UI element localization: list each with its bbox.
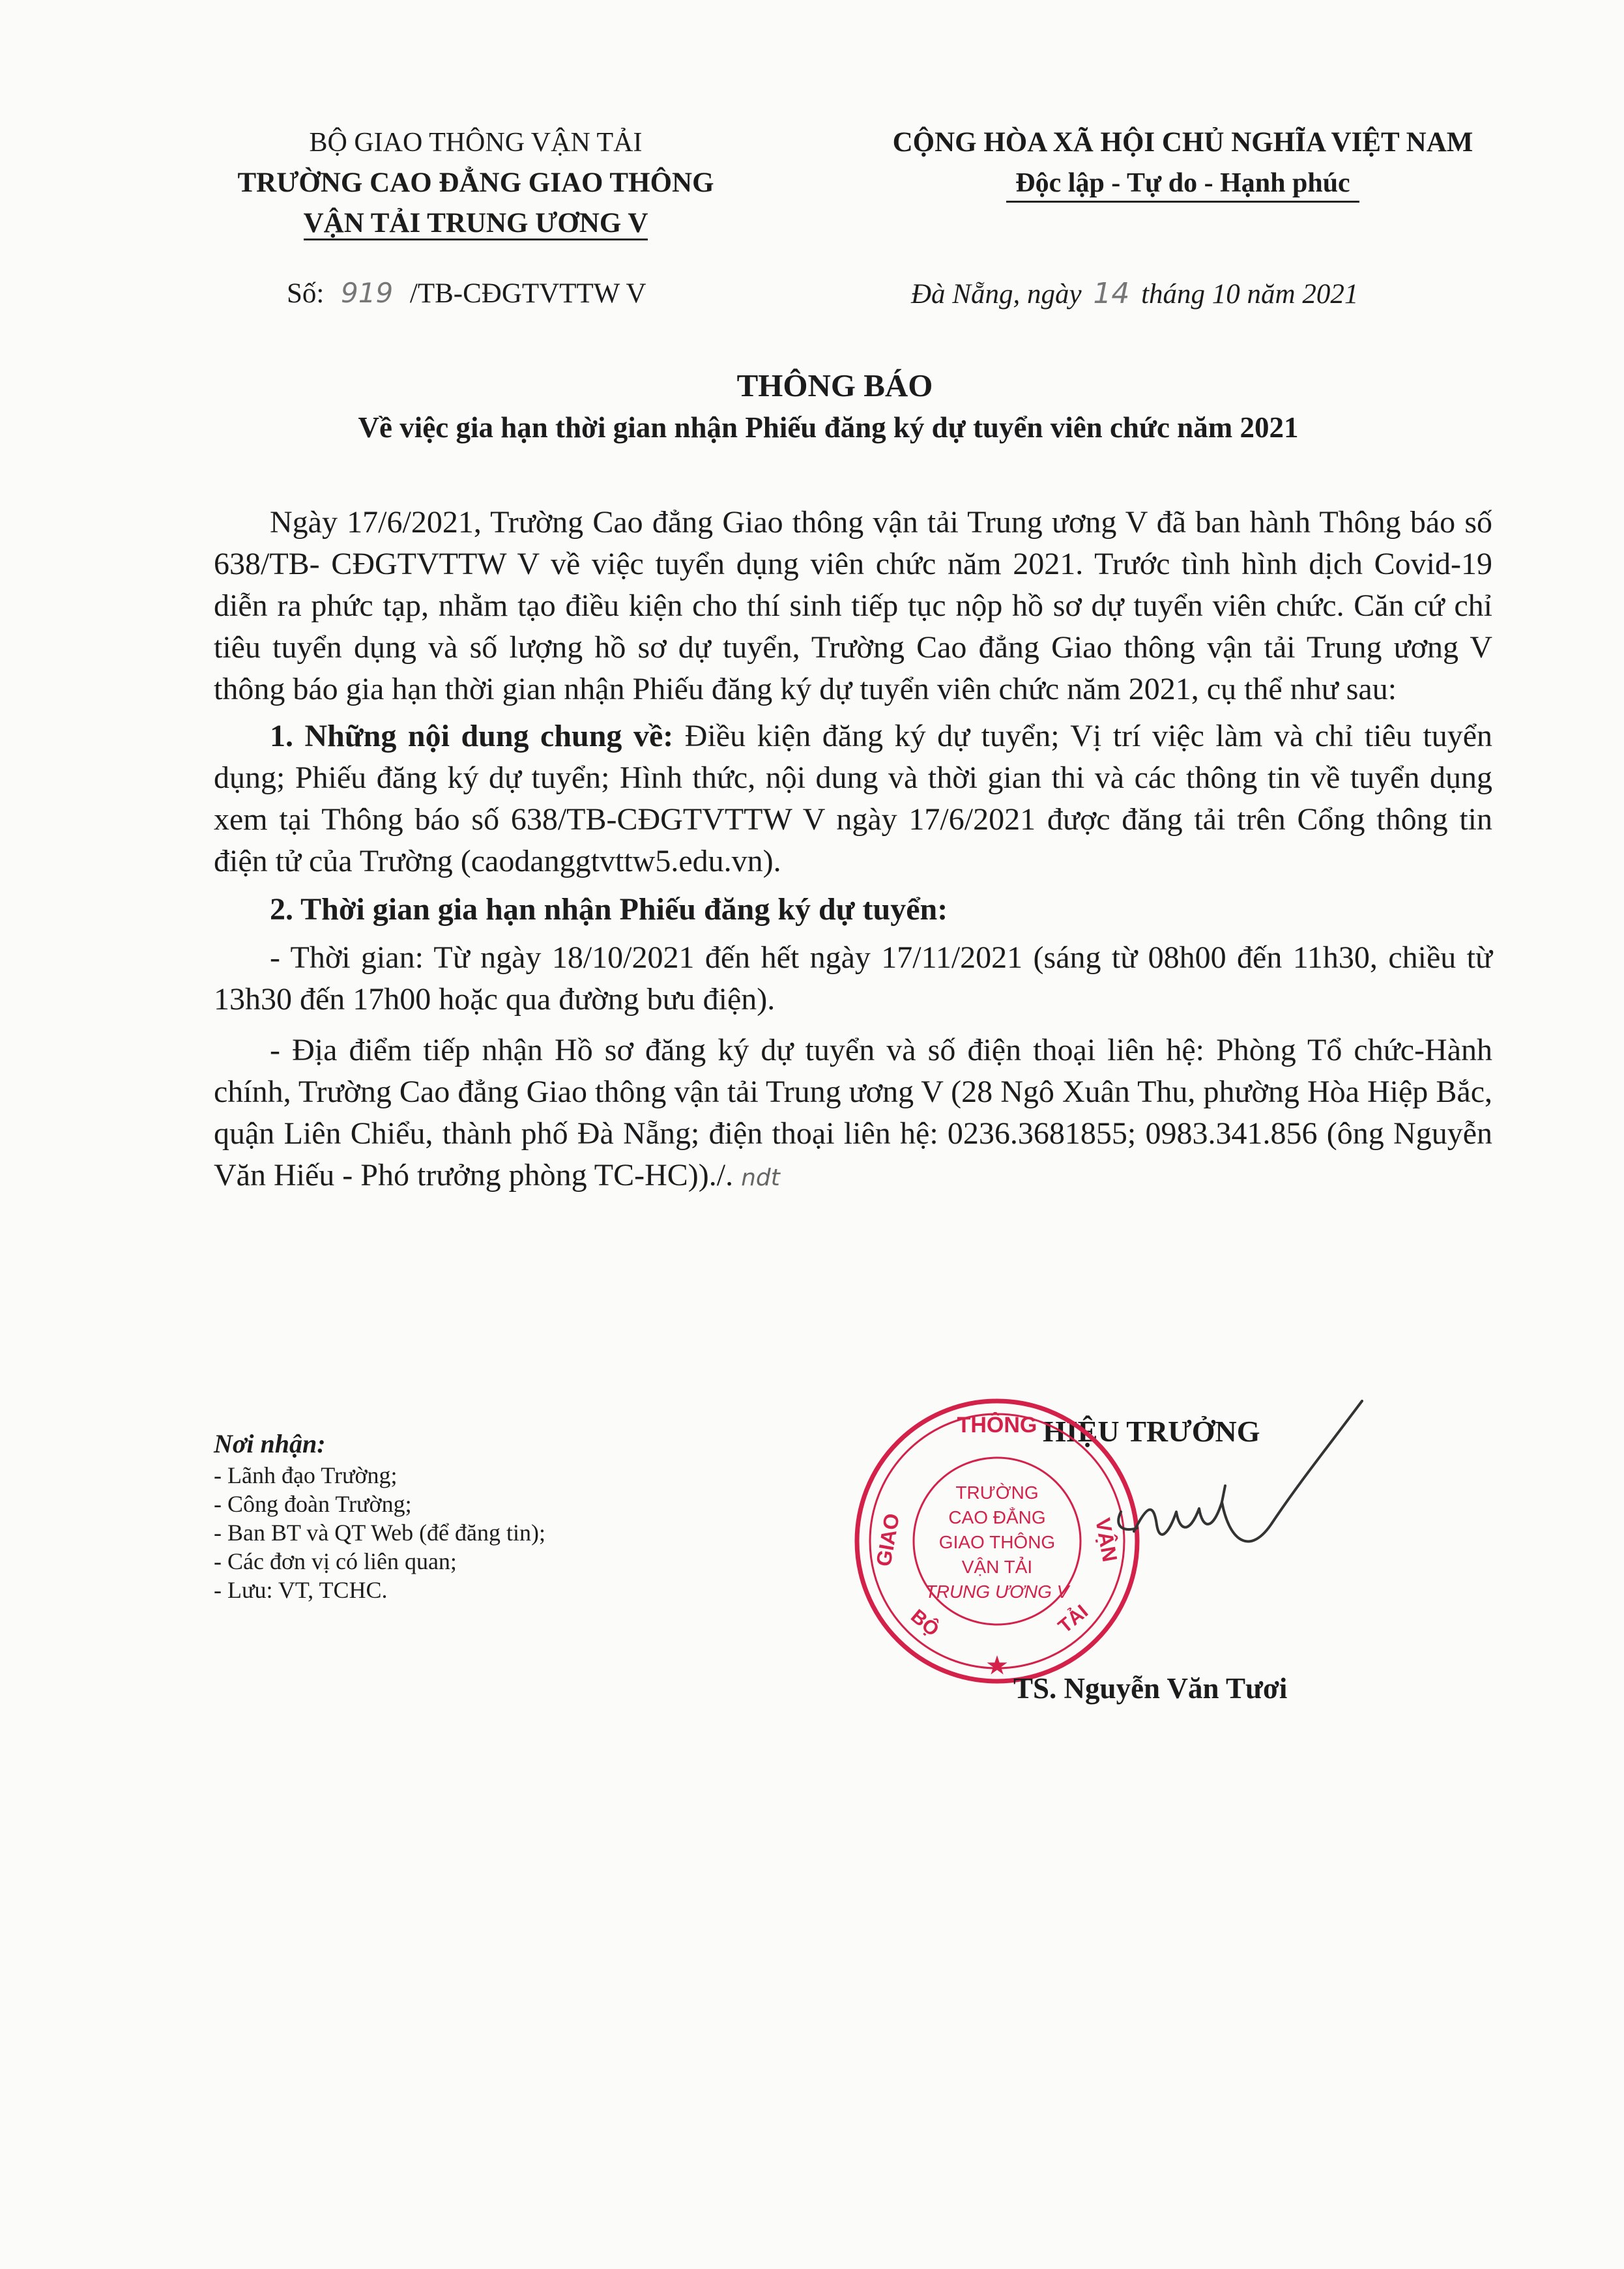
document-body [214,502,1492,1199]
signer-name: TS. Nguyễn Văn Tươi [1013,1672,1288,1705]
seal-ring-bottom-left: BỘ [906,1605,943,1641]
document-subtitle: Về việc gia hạn thời gian nhận Phiếu đăng ký dự tuyển viên chức năm 2021 [358,411,1299,444]
motto: Độc lập - Tự do - Hạnh phúc [1006,168,1359,203]
date-day-handwritten: 14 [1093,277,1130,310]
doc-number-label: Số: [287,278,325,309]
doc-number-suffix: /TB-CĐGTVTTW V [409,278,646,309]
doc-number-handwritten: 919 [341,277,394,309]
motto-line [821,163,1544,203]
section-1-text: Điều kiện đăng ký dự tuyển; Vị trí việc làm và chỉ tiêu tuyển dụng; Phiếu đăng ký dự tuyển; Hình thức, nội dung và thời gian thi và các thông tin về tuyển dụng xem tại Thông báo số 638/TB-CĐGTVTTW V ngày 17/6/2021 được đăng tải trên Cổng thông tin điện tử của Trường (caodanggtvttw5.edu.vn). [214,719,1493,878]
document-number [287,277,646,310]
drafter-initials: ndt [741,1164,780,1191]
school-name-line2 [189,203,762,244]
section-2-place-text: - Địa điểm tiếp nhận Hồ sơ đăng ký dự tuyển và số điện thoại liên hệ: Phòng Tổ chức-Hành chính, Trường Cao đẳng Giao thông vận tải Trung ương V (28 Ngô Xuân Thu, phường Hòa Hiệp Bắc, quận Liên Chiểu, thành phố Đà Nẵng; điện thoại liên hệ: 0236.3681855; 0983.341.856 (ông Nguyễn Văn Hiếu - Phó trưởng phòng TC-HC))./. [214,1033,1492,1192]
seal-ring-right: VẬN [1091,1516,1122,1564]
section-1-heading: 1. Những nội dung chung về: [270,719,674,753]
school-name-line2-text: VẬN TẢI TRUNG ƯƠNG V [304,208,648,240]
section-2-place [214,1030,1492,1199]
school-name-line1: TRƯỜNG CAO ĐẲNG GIAO THÔNG [237,167,714,198]
seal-inner-line: TRUNG ƯƠNG V [925,1582,1069,1602]
section-1 [214,715,1492,882]
section-2-time: - Thời gian: Từ ngày 18/10/2021 đến hết ngày 17/11/2021 (sáng từ 08h00 đến 11h30, chiều từ 13h30 đến 17h00 hoặc qua đường bưu điện). [214,940,1492,1017]
recipient-item: - Ban BT và QT Web (để đăng tin); [214,1520,546,1546]
seal-ring-bottom-right: TẢI [1054,1600,1093,1638]
document-title: THÔNG BÁO [736,368,933,403]
country-name: CỘNG HÒA XÃ HỘI CHỦ NGHĨA VIỆT NAM [892,127,1473,158]
ministry-name: BỘ GIAO THÔNG VẬN TẢI [309,128,643,158]
seal-inner-line: CAO ĐẲNG [948,1507,1046,1527]
date-suffix: tháng 10 năm 2021 [1141,279,1359,310]
recipient-item: - Các đơn vị có liên quan; [214,1548,457,1574]
seal-ring-left: GIAO [871,1511,904,1568]
section-2-heading: 2. Thời gian gia hạn nhận Phiếu đăng ký dự tuyển: [270,892,948,927]
issuing-agency [189,123,762,244]
recipient-item: - Lãnh đạo Trường; [214,1462,398,1488]
recipients-block [214,1427,748,1604]
national-header [821,123,1544,203]
recipient-item: - Công đoàn Trường; [214,1491,412,1517]
issue-date [911,277,1358,310]
seal-ring-top: THÔNG [957,1413,1037,1438]
seal-inner-line: GIAO THÔNG [938,1532,1056,1552]
intro-paragraph: Ngày 17/6/2021, Trường Cao đẳng Giao thông vận tải Trung ương V đã ban hành Thông báo số 638/TB- CĐGTVTTW V về việc tuyển dụng viên chức năm 2021. Trước tình hình dịch Covid-19 diễn ra phức tạp, nhằm tạo điều kiện cho thí sinh tiếp tục nộp hồ sơ dự tuyển viên chức. Căn cứ chỉ tiêu tuyển dụng và số lượng hồ sơ dự tuyển, Trường Cao đẳng Giao thông vận tải Trung ương V thông báo gia hạn thời gian nhận Phiếu đăng ký dự tuyển viên chức năm 2021, cụ thể như sau: [214,505,1492,706]
seal-inner-line: TRƯỜNG [955,1482,1039,1503]
seal-inner-line: VẬN TẢI [961,1557,1033,1577]
official-seal [844,1388,1150,1694]
handwritten-signature [1108,1362,1382,1577]
recipients-heading: Nơi nhận: [214,1429,326,1458]
seal-star: ★ [986,1652,1008,1679]
date-prefix: Đà Nẵng, ngày [911,279,1082,310]
recipient-item: - Lưu: VT, TCHC. [214,1577,388,1603]
signer-title: HIỆU TRƯỞNG [1043,1415,1260,1448]
